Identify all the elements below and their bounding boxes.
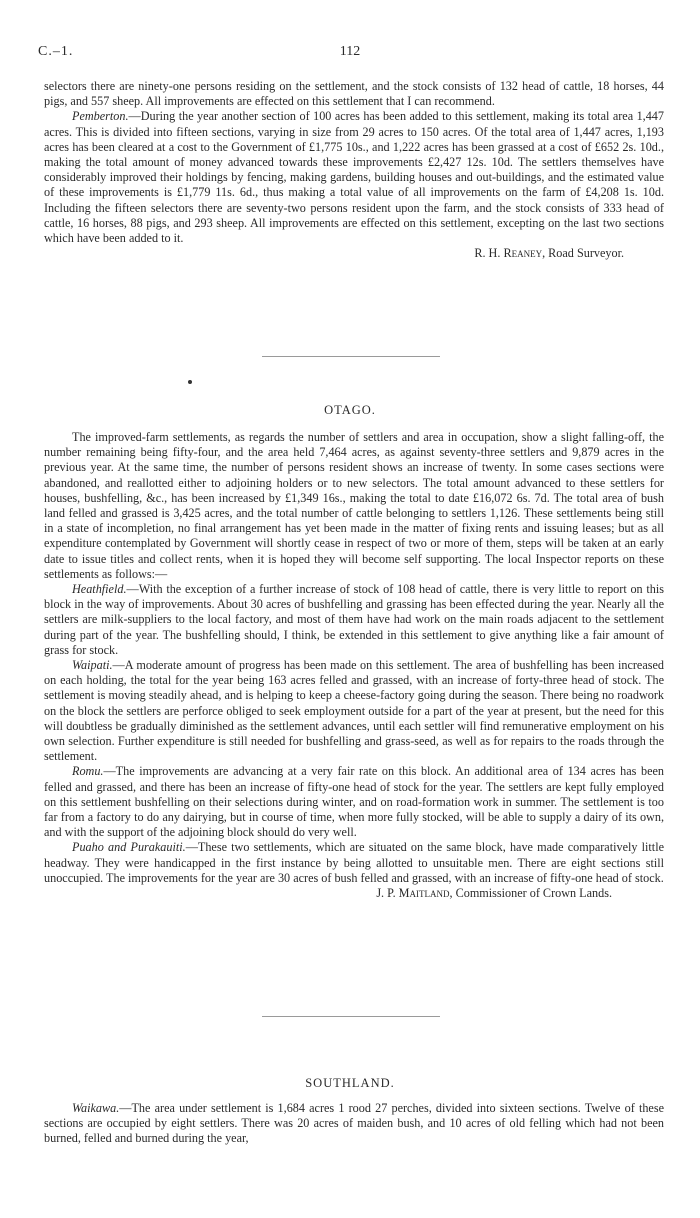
commissioner-signature [44,886,664,901]
document-reference: C.–1. [38,44,74,59]
commissioner-name: J. P. Maitland [376,886,450,901]
romu-name: Romu. [72,764,104,779]
puaho-name: Puaho and Purakauiti. [72,840,186,855]
puaho-text: —These two settlements, which are situated on the same block, have made comparatively little headway. They were handicapped in the first instance by being allotted to unsuitable men. There are eight sections still unoccupied. The improvements for the year are 30 acres of bush felled and grassed, with an increase of fifty-one head of stock. [44,840,664,885]
romu-paragraph [44,764,664,840]
waikawa-paragraph [44,1101,664,1147]
continued-paragraph: selectors there are ninety-one persons residing on the settlement, and the stock consists of 132 head of cattle, 18 horses, 44 pigs, and 557 sheep. All improvements are effected on this settlement that I can recommend. [44,79,664,109]
pemberton-paragraph [44,109,664,246]
waikawa-text: —The area under settlement is 1,684 acres 1 rood 27 perches, divided into sixteen sections. Twelve of these sections are occupied by eight settlers. There was 20 acres of maiden bush, and 10 acres of old felling which had not been burned, felled and burned during the year, [44,1101,664,1146]
heathfield-name: Heathfield. [72,582,127,597]
section-divider [262,356,440,357]
romu-text: —The improvements are advancing at a very fair rate on this block. An additional area of 134 acres has been felled and grassed, and there has been an increase of fifty-one head of stock for the year. The settlers are kept fully employed on this settlement bushfelling on their selections during winter, and on road-formation work in summer. The settlement is too far from a factory to do any dairying, but in course of time, when more fully stocked, will be able to supply a dairy of its own, and with the support of the adjoining block should do very well. [44,764,664,840]
road-surveyor-signature [44,246,664,261]
southland-heading: SOUTHLAND. [305,1076,395,1090]
heathfield-paragraph [44,582,664,658]
top-section [44,79,664,261]
waipati-text: —A moderate amount of progress has been made on this settlement. The area of bushfelling has been increased on each holding, the total for the year being 163 acres felled and grassed, with an increase of forty-three head of stock. The settlement is moving steadily ahead, and is helping to keep a cheese-factory going during the season. There being no roadwork on the block the settlers are perforce obliged to seek employment outside for a part of the year at present, but the need for this will doubtless be gradually diminished as the settlement advances, until each settler will find remunerative employment on his own selection. Further expenditure is still needed for bushfelling and grass-seed, as well as for repairs to the roads through the settlement. [44,658,664,764]
waikawa-name: Waikawa. [72,1101,120,1115]
heathfield-text: —With the exception of a further increase of stock of 108 head of cattle, there is very little to report on this block in the way of improvements. About 30 acres of bushfelling and grassing has been effected during the year. Nearly all the settlers are milk-suppliers to the local factory, and most of them have had work on the main roads adjacent to the settlement during part of the year. The bushfelling should, I think, be extended in this settlement to give anything like a fair amount of grass for stock. [44,582,664,657]
print-speck [188,380,192,384]
pemberton-name: Pemberton. [72,109,129,124]
pemberton-text: —During the year another section of 100 acres has been added to this settlement, making its total area 1,447 acres. This is divided into fifteen sections, varying in size from 29 acres to 150 acres. Of the total area of 1,447 acres, 1,193 acres has been cleared at a cost to the Government of £1,775 10s., and 1,222 acres has been grassed at a cost of £652 2s. 10d., making the total amount of money advanced towards these improvements £2,427 12s. 10d. The settlers themselves have considerably improved their holdings by fencing, making gardens, building houses and out-buildings, and the estimated value of these improvements is £1,779 11s. 6d., thus making a total value of all improvements on the farm of £4,208 1s. 10d. Including the fifteen selectors there are seventy-two persons resident upon the farm, and the stock consists of 333 head of cattle, 16 horses, 88 pigs, and 293 sheep. All improvements are effected on this settlement, excepting on the last two sections which have been added to it. [44,109,664,246]
section-divider [262,1016,440,1017]
puaho-paragraph [44,840,664,886]
waipati-paragraph [44,658,664,764]
signature-name: R. H. Reaney [474,246,543,261]
southland-section [44,1101,664,1147]
otago-heading: OTAGO. [324,403,376,417]
signature-title: , Road Surveyor. [542,246,624,261]
waipati-name: Waipati. [72,658,113,673]
otago-intro-paragraph: The improved-farm settlements, as regards the number of settlers and area in occupation, show a slight falling-off, the number remaining being fifty-four, and the area held 7,464 acres, as against seventy-three settlers and 9,879 acres in the previous year. At the same time, the number of persons resident shows an increase of twenty. In some cases sections were abandoned, and reallotted either to adjoining holders or to new selectors. The total amount advanced to these settlers for houses, bushfelling, &c., has been increased by £1,349 16s., making the total to date £16,072 6s. 7d. The total area of bush land felled and grassed is 3,425 acres, and the total number of cattle belonging to settlers 1,126. These settlements being still in a state of incompletion, no final arrangement has yet been made in the matter of fixing rents and issuing leases; but as all expenditure contemplated by Government will shortly cease in respect of two or more of them, steps will be taken at an early date to issue titles and collect rents, when it is hoped they will become self supporting. The local Inspector reports on these settlements as follows:— [44,430,664,581]
page-header [38,44,662,64]
page-number: 112 [339,44,361,59]
otago-section [44,430,664,901]
commissioner-title: , Commissioner of Crown Lands. [449,886,612,901]
